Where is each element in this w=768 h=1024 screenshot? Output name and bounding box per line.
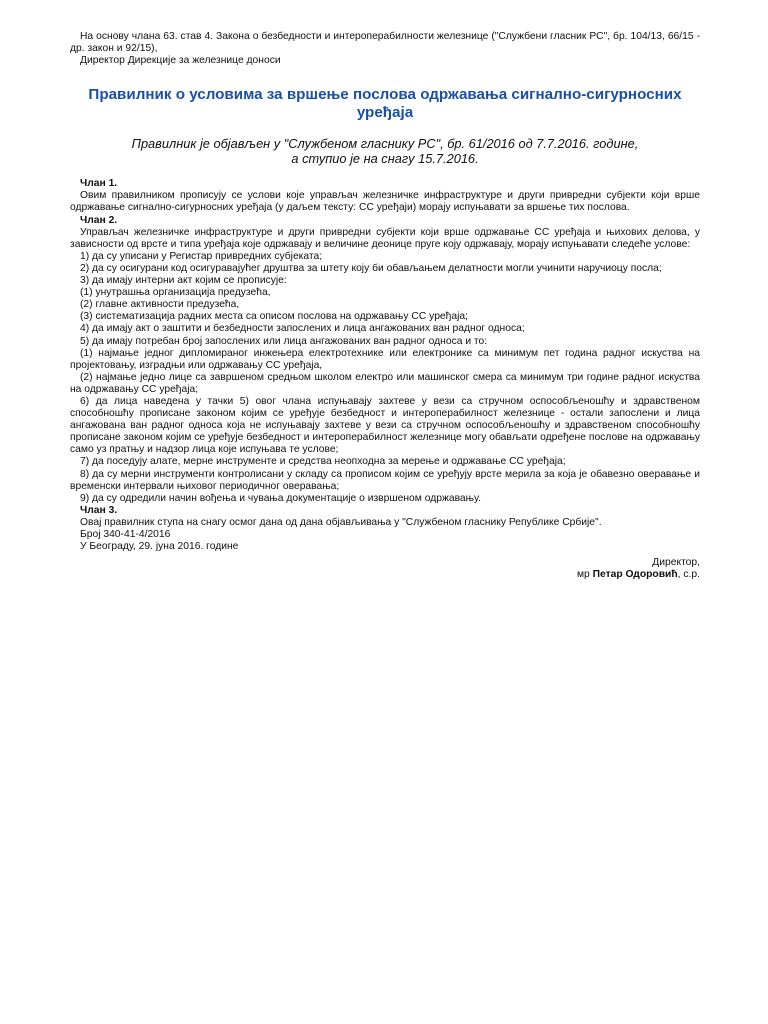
list-item: 3) да имају интерни акт којим се прописује: bbox=[80, 275, 287, 287]
reference-number: Број 340-41-4/2016 bbox=[80, 529, 171, 540]
issuer-line: Директор Дирекције за железнице доноси bbox=[80, 55, 281, 67]
document-page bbox=[70, 31, 700, 581]
legal-basis: На основу члана 63. став 4. Закона о безбедности и интероперабилности железнице ("Службени гласник РС", бр. 104/13, 66/15 - др. закон и 92/15), bbox=[70, 31, 700, 55]
publication-note bbox=[70, 136, 700, 166]
article-paragraph: Управљач железничке инфраструктуре и други привредни субјекти који врше одржавање СС уређаја и њихових делова, у зависности од врсте и типа уређаја које одржавају и величине деонице пруге коју одржавају, морају испуњавати следеће услове: bbox=[70, 226, 700, 250]
signature-block bbox=[70, 557, 700, 581]
article-heading: Члан 3. bbox=[80, 504, 118, 516]
article-paragraph: Овим правилником прописују се услови које управљач железничке инфраструктуре и други привредни субјекти који врше одржавање сигнално-сигурносних уређаја (у даљем тексту: СС уређаји) морају испуњавати за вршење тих послова. bbox=[70, 190, 700, 214]
signatory-name: Петар Одоровић bbox=[592, 569, 678, 581]
list-item: 2) да су осигурани код осигуравајућег друштва за штету коју би обављањем делатности могли учинити наручиоцу посла; bbox=[80, 262, 662, 274]
list-item: 5) да имају потребан број запослених или лица ангажованих ван радног односа и то: bbox=[80, 335, 488, 347]
list-item: (3) систематизација радних места са описом послова на одржавању СС уређаја; bbox=[80, 311, 468, 323]
article-heading: Члан 1. bbox=[80, 178, 118, 190]
list-item: (1) најмање једног дипломираног инжењера електротехнике или електронике са минимум пет година радног искуства на пројектовању, изградњи или одржавању СС уређаја, bbox=[70, 347, 700, 371]
article-paragraph: Овај правилник ступа на снагу осмог дана од дана објављивања у "Службеном гласнику Републике Србије". bbox=[80, 516, 602, 528]
place-date: У Београду, 29. јуна 2016. године bbox=[80, 541, 239, 553]
list-item: 7) да поседују алате, мерне инструменте и средства неопходна за мерење и одржавање СС уређаја; bbox=[80, 456, 566, 468]
signatory-line bbox=[70, 569, 700, 581]
article-heading: Члан 2. bbox=[80, 214, 118, 226]
list-item: 8) да су мерни инструменти контролисани у складу са прописом којим се уређују врсте мерила за која је обавезно оверавање и временски интервали њиховог периодичног оверавања; bbox=[70, 468, 700, 492]
list-item: 6) да лица наведена у тачки 5) овог члана испуњавају захтеве у вези са стручном оспособљеношћу и здравственом способношћу прописане законом којим се уређује безбедност и интероперабилност железнице - остали запослени и лица ангажована ван радног односа која не испуњавају захтеве у вези са стручном оспособљеношћу и здравственом способношћу прописане законом којим се уређује безбедност и интероперабилност железнице могу обављати одређене послове на одржавању само уз пратњу и надзор лица које испуњава те услове; bbox=[70, 395, 700, 456]
document-body bbox=[70, 178, 700, 553]
signatory-suffix: , с.р. bbox=[677, 569, 700, 581]
list-item: 9) да су одредили начин вођења и чувања документације о извршеном одржавању. bbox=[80, 492, 481, 504]
document-title: Правилник о условима за вршење послова одржавања сигнално-сигурносних уређаја bbox=[88, 86, 682, 122]
signatory-prefix: мр bbox=[576, 569, 590, 581]
list-item: (2) главне активности предузећа, bbox=[80, 299, 240, 311]
list-item: 1) да су уписани у Регистар привредних субјеката; bbox=[80, 250, 323, 262]
signatory-role: Директор, bbox=[652, 557, 700, 569]
list-item: (1) унутрашња организација предузећа, bbox=[80, 287, 271, 299]
preamble bbox=[70, 31, 700, 67]
list-item: (2) најмање једно лице са завршеном средњом школом електро или машинског смера са минимум три године радног искуства на одржавању СС уређаја; bbox=[70, 371, 700, 395]
list-item: 4) да имају акт о заштити и безбедности запослених и лица ангажованих ван радног односа; bbox=[80, 323, 525, 335]
publication-line-1: Правилник је објављен у "Службеном гласнику РС", бр. 61/2016 од 7.7.2016. године, bbox=[131, 136, 639, 152]
publication-line-2: а ступио је на снагу 15.7.2016. bbox=[291, 151, 479, 167]
